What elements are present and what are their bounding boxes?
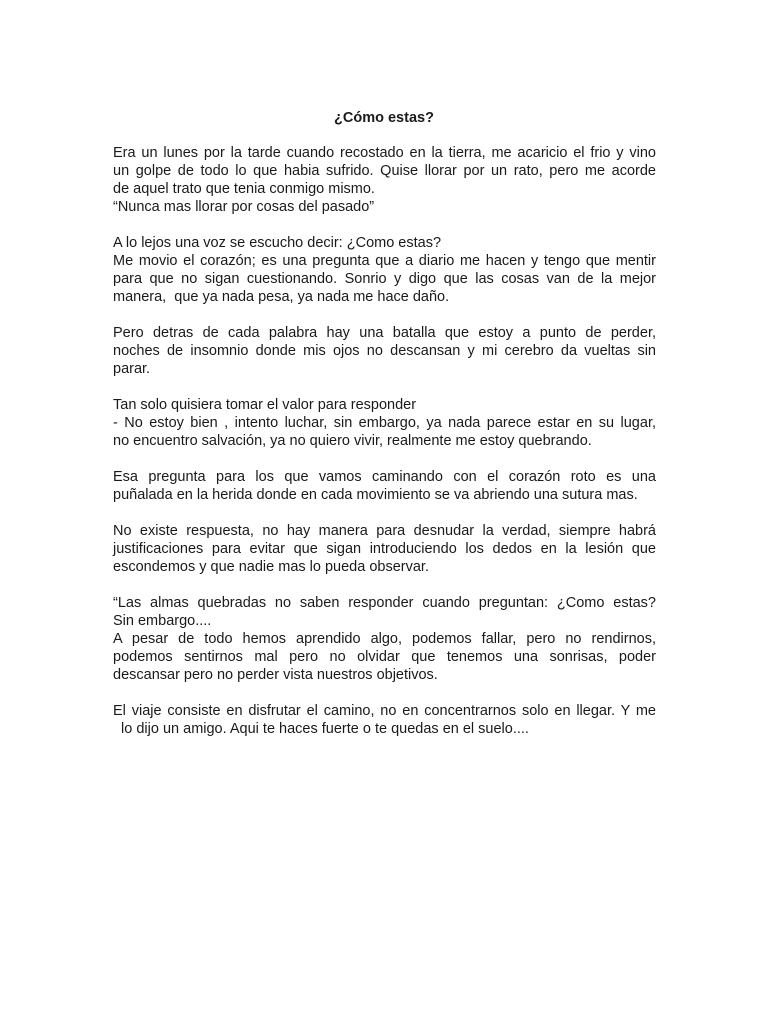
text-line: manera, que ya nada pesa, ya nada me hace daño. bbox=[113, 289, 450, 305]
text-line: “Las almas quebradas no saben responder cuando preguntan: ¿Como estas? bbox=[113, 595, 656, 611]
text-line: de aquel trato que tenia conmigo mismo. bbox=[113, 181, 375, 197]
text-line: noches de insomnio donde mis ojos no descansan y mi cerebro da vueltas sin bbox=[113, 343, 656, 359]
paragraph bbox=[113, 396, 656, 450]
text-line: descansar pero no perder vista nuestros objetivos. bbox=[113, 667, 438, 683]
text-line: podemos sentirnos mal pero no olvidar que tenemos una sonrisas, poder bbox=[113, 649, 656, 665]
text-line: Era un lunes por la tarde cuando recostado en la tierra, me acaricio el frio y vino bbox=[113, 145, 656, 161]
text-line: no encuentro salvación, ya no quiero vivir, realmente me estoy quebrando. bbox=[113, 433, 592, 449]
text-line: Sin embargo.... bbox=[113, 613, 212, 629]
text-line: Pero detras de cada palabra hay una batalla que estoy a punto de perder, bbox=[113, 325, 656, 341]
text-line: A lo lejos una voz se escucho decir: ¿Como estas? bbox=[113, 235, 442, 251]
text-line: lo dijo un amigo. Aqui te haces fuerte o te quedas en el suelo.... bbox=[113, 721, 529, 737]
text-line: parar. bbox=[113, 361, 151, 377]
text-line: Tan solo quisiera tomar el valor para responder bbox=[113, 397, 417, 413]
paragraph bbox=[113, 234, 656, 306]
document-body bbox=[113, 144, 656, 756]
text-line: justificaciones para evitar que sigan introduciendo los dedos en la lesión que bbox=[113, 541, 656, 557]
paragraph bbox=[113, 522, 656, 576]
paragraph bbox=[113, 324, 656, 378]
text-line: Esa pregunta para los que vamos caminando con el corazón roto es una bbox=[113, 469, 656, 485]
paragraph bbox=[113, 702, 656, 738]
text-line: A pesar de todo hemos aprendido algo, podemos fallar, pero no rendirnos, bbox=[113, 631, 656, 647]
text-line: un golpe de todo lo que habia sufrido. Quise llorar por un rato, pero me acorde bbox=[113, 163, 656, 179]
text-line: “Nunca mas llorar por cosas del pasado” bbox=[113, 199, 375, 215]
text-line: El viaje consiste en disfrutar el camino, no en concentrarnos solo en llegar. Y me bbox=[113, 703, 656, 719]
paragraph bbox=[113, 468, 656, 504]
text-line: - No estoy bien , intento luchar, sin embargo, ya nada parece estar en su lugar, bbox=[113, 415, 656, 431]
paragraph bbox=[113, 144, 656, 216]
paragraph bbox=[113, 594, 656, 684]
text-line: para que no sigan cuestionando. Sonrio y digo que las cosas van de la mejor bbox=[113, 271, 656, 287]
text-line: No existe respuesta, no hay manera para desnudar la verdad, siempre habrá bbox=[113, 523, 656, 539]
text-line: puñalada en la herida donde en cada movimiento se va abriendo una sutura mas. bbox=[113, 487, 638, 503]
text-line: escondemos y que nadie mas lo pueda observar. bbox=[113, 559, 429, 575]
text-line: Me movio el corazón; es una pregunta que a diario me hacen y tengo que mentir bbox=[113, 253, 656, 269]
document-title: ¿Cómo estas? bbox=[334, 110, 434, 126]
